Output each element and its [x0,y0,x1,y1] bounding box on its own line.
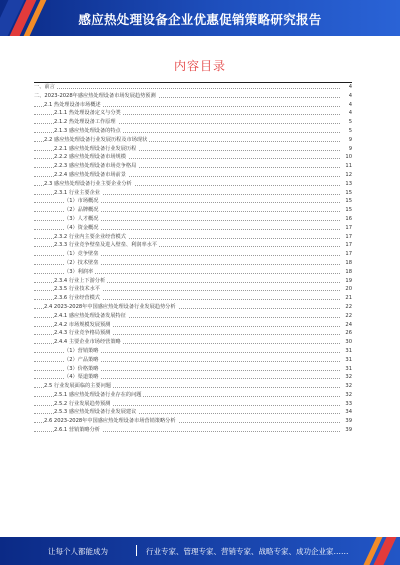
toc-entry-page: 13 [345,180,352,187]
toc-entry-page: 15 [345,207,352,214]
toc-entry[interactable] [34,233,352,242]
toc-entry-title: 2.5.2 行业发展趋势预测 [54,400,111,407]
toc-entry[interactable] [34,408,352,417]
toc-entry-title: 2.2.4 感应热处理设备市场前景 [54,171,126,178]
toc-entry-page: 4 [348,84,352,90]
toc-entry-page: 5 [348,119,352,126]
toc-entry-page: 22 [345,312,352,319]
toc-entry-page: 22 [345,303,352,310]
toc-entry[interactable] [34,224,352,233]
toc-entry-page: 33 [345,400,352,407]
toc-entry-title: 2.2.2 感应热处理设备市场规模 [54,154,126,161]
toc-entry-title: 2.2.3 感应热处理设备市场竞争格局 [54,163,137,170]
toc-entry-title: （4）渠道策略 [64,374,99,381]
toc-entry[interactable] [34,162,352,171]
toc-entry-title: 2.4.2 市场规模发展预测 [54,321,111,328]
toc-entry-page: 32 [345,383,352,390]
toc-entry-page: 19 [345,277,352,284]
toc-entry-page: 15 [345,198,352,205]
toc-entry-page: 39 [345,427,352,434]
toc-entry-page: 16 [345,215,352,222]
toc-entry[interactable] [34,206,352,215]
toc-entry-page: 11 [345,163,352,170]
toc-entry[interactable] [34,382,352,391]
toc-entry-page: 17 [345,242,352,249]
toc-entry[interactable] [34,268,352,277]
toc-entry-title: 2.4.1 感应热处理设备发展特征 [54,312,126,319]
toc-entry-page: 18 [345,259,352,266]
toc-entry[interactable] [34,365,352,374]
toc-entry-title: （1）竞争壁垒 [64,251,99,258]
toc-entry[interactable] [34,180,352,189]
toc-entry-page: 31 [345,347,352,354]
footer-slogan: 让每个人都能成为 [48,547,108,556]
toc-entry-title: （1）市场概况 [64,198,99,205]
toc-entry-page: 17 [345,224,352,231]
toc-entry[interactable] [34,241,352,250]
toc-entry[interactable] [34,285,352,294]
toc-entry-title: 2.1 热处理设备市场概述 [44,101,101,108]
footer-divider [136,545,137,556]
toc-entry-page: 32 [345,391,352,398]
toc-entry-title: 2.6 2023-2028年中国感应热处理设备市场营销策略分析 [44,418,176,425]
toc-entry[interactable] [34,189,352,198]
toc-entry[interactable] [34,153,352,162]
toc-entry-title: 一、前言 [34,84,55,90]
page-header [0,0,400,36]
toc-entry[interactable] [34,101,352,110]
toc-entry-title: 2.3.5 行业技术水平 [54,286,100,293]
toc-entry-title: 2.3.1 行业主要企业 [54,189,100,196]
toc-entry-page: 15 [345,189,352,196]
toc-entry-title: （4）资金概况 [64,224,99,231]
toc-entry-title: 2.4.4 主要企业市场经营策略 [54,339,121,346]
toc-entry-title: 2.3.2 行业内主要企业经营模式 [54,233,126,240]
toc-entry-title: 2.5.3 感应热处理设备行业发展建议 [54,409,137,416]
toc-entry-page: 4 [348,110,352,117]
toc-entry[interactable] [34,109,352,118]
toc-entry-title: 2.3.3 行业竞争壁垒及进入壁垒、利润率水平 [54,242,158,249]
toc-entry[interactable] [34,312,352,321]
toc-entry-title: 2.5 行业发展面临的主要问题 [44,383,111,390]
toc-entry-page: 34 [345,409,352,416]
toc-entry-title: （2）品牌概况 [64,207,99,214]
toc-entry-page: 9 [348,136,352,143]
page-footer [0,537,400,565]
toc-entry[interactable] [34,92,352,101]
toc-entry-page: 4 [348,101,352,108]
toc-entry[interactable] [34,356,352,365]
toc-entry-page: 12 [345,171,352,178]
toc-entry-page: 10 [345,154,352,161]
toc-entry-page: 5 [348,127,352,134]
toc-entry-page: 30 [345,339,352,346]
toc-entry-page: 31 [345,365,352,372]
toc-entry-page: 39 [345,418,352,425]
toc-entry-page: 32 [345,374,352,381]
toc-entry-title: （2）技术壁垒 [64,259,99,266]
toc-entry[interactable] [34,329,352,338]
toc-entry-title: 2.1.1 热处理设备定义与分类 [54,110,121,117]
toc-entry-title: 2.3.4 行业上下游分析 [54,277,106,284]
toc-entry-title: 2.1.3 感应热处理设备的特点 [54,127,121,134]
toc-entry-title: （3）价格策略 [64,365,99,372]
toc-entry-page: 4 [348,92,352,99]
footer-tagline: 行业专家、管理专家、营销专家、战略专家、成功企业家…… [146,547,349,556]
toc-entry[interactable] [34,417,352,426]
toc-entry-title: （2）产品策略 [64,356,99,363]
toc-entry-title: （1）营销策略 [64,347,99,354]
toc-entry[interactable] [34,373,352,382]
report-title: 感应热处理设备企业优惠促销策略研究报告 [78,12,322,27]
toc-entry-page: 26 [345,330,352,337]
toc-entry-title: 2.2.1 感应热处理设备行业发展历程 [54,145,137,152]
toc-entry-page: 24 [345,321,352,328]
table-of-contents [34,82,352,435]
toc-entry[interactable] [34,83,352,92]
toc-entry-title: 二、2023-2028年感应热处理设备市场发展趋势预测 [34,92,156,99]
toc-heading: 内容目录 [173,59,226,73]
toc-entry[interactable] [34,400,352,409]
toc-entry-title: 2.3.6 行业经营模式 [54,295,100,302]
toc-entry-page: 21 [345,295,352,302]
toc-entry[interactable] [34,171,352,180]
toc-entry-page: 9 [348,145,352,152]
toc-entry-title: 2.4 2023-2028年中国感应热处理设备行业发展趋势分析 [44,303,176,310]
toc-entry[interactable] [34,321,352,330]
toc-entry[interactable] [34,277,352,286]
toc-entry[interactable] [34,303,352,312]
toc-entry[interactable] [34,338,352,347]
toc-entry-page: 18 [345,268,352,275]
toc-entry-page: 17 [345,251,352,258]
toc-entry[interactable] [34,259,352,268]
toc-entry[interactable] [34,145,352,154]
toc-entry-title: （3）人才概况 [64,215,99,222]
toc-leader-dots [34,88,340,89]
toc-entry-title: 2.5.1 感应热处理设备行业存在的问题 [54,391,142,398]
toc-entry-title: 2.2 感应热处理设备行业发展历程及市场现状 [44,136,148,143]
toc-entry-page: 17 [345,233,352,240]
toc-entry-title: （3）利润率 [64,268,94,275]
toc-entry[interactable] [34,250,352,259]
toc-entry[interactable] [34,294,352,303]
toc-entry[interactable] [34,127,352,136]
toc-entry[interactable] [34,136,352,145]
toc-entry-page: 20 [345,286,352,293]
toc-entry[interactable] [34,347,352,356]
toc-entry[interactable] [34,118,352,127]
toc-entry[interactable] [34,391,352,400]
toc-entry-title: 2.4.3 行业竞争格局预测 [54,330,111,337]
toc-entry[interactable] [34,215,352,224]
toc-entry-page: 31 [345,356,352,363]
toc-entry-title: 2.6.1 营销策略分析 [54,427,100,434]
toc-entry[interactable] [34,197,352,206]
toc-entry-title: 2.3 感应热处理设备行业主要企业分析 [44,180,132,187]
toc-entry[interactable] [34,426,352,435]
toc-entry-title: 2.1.2 热处理设备工作原理 [54,119,116,126]
